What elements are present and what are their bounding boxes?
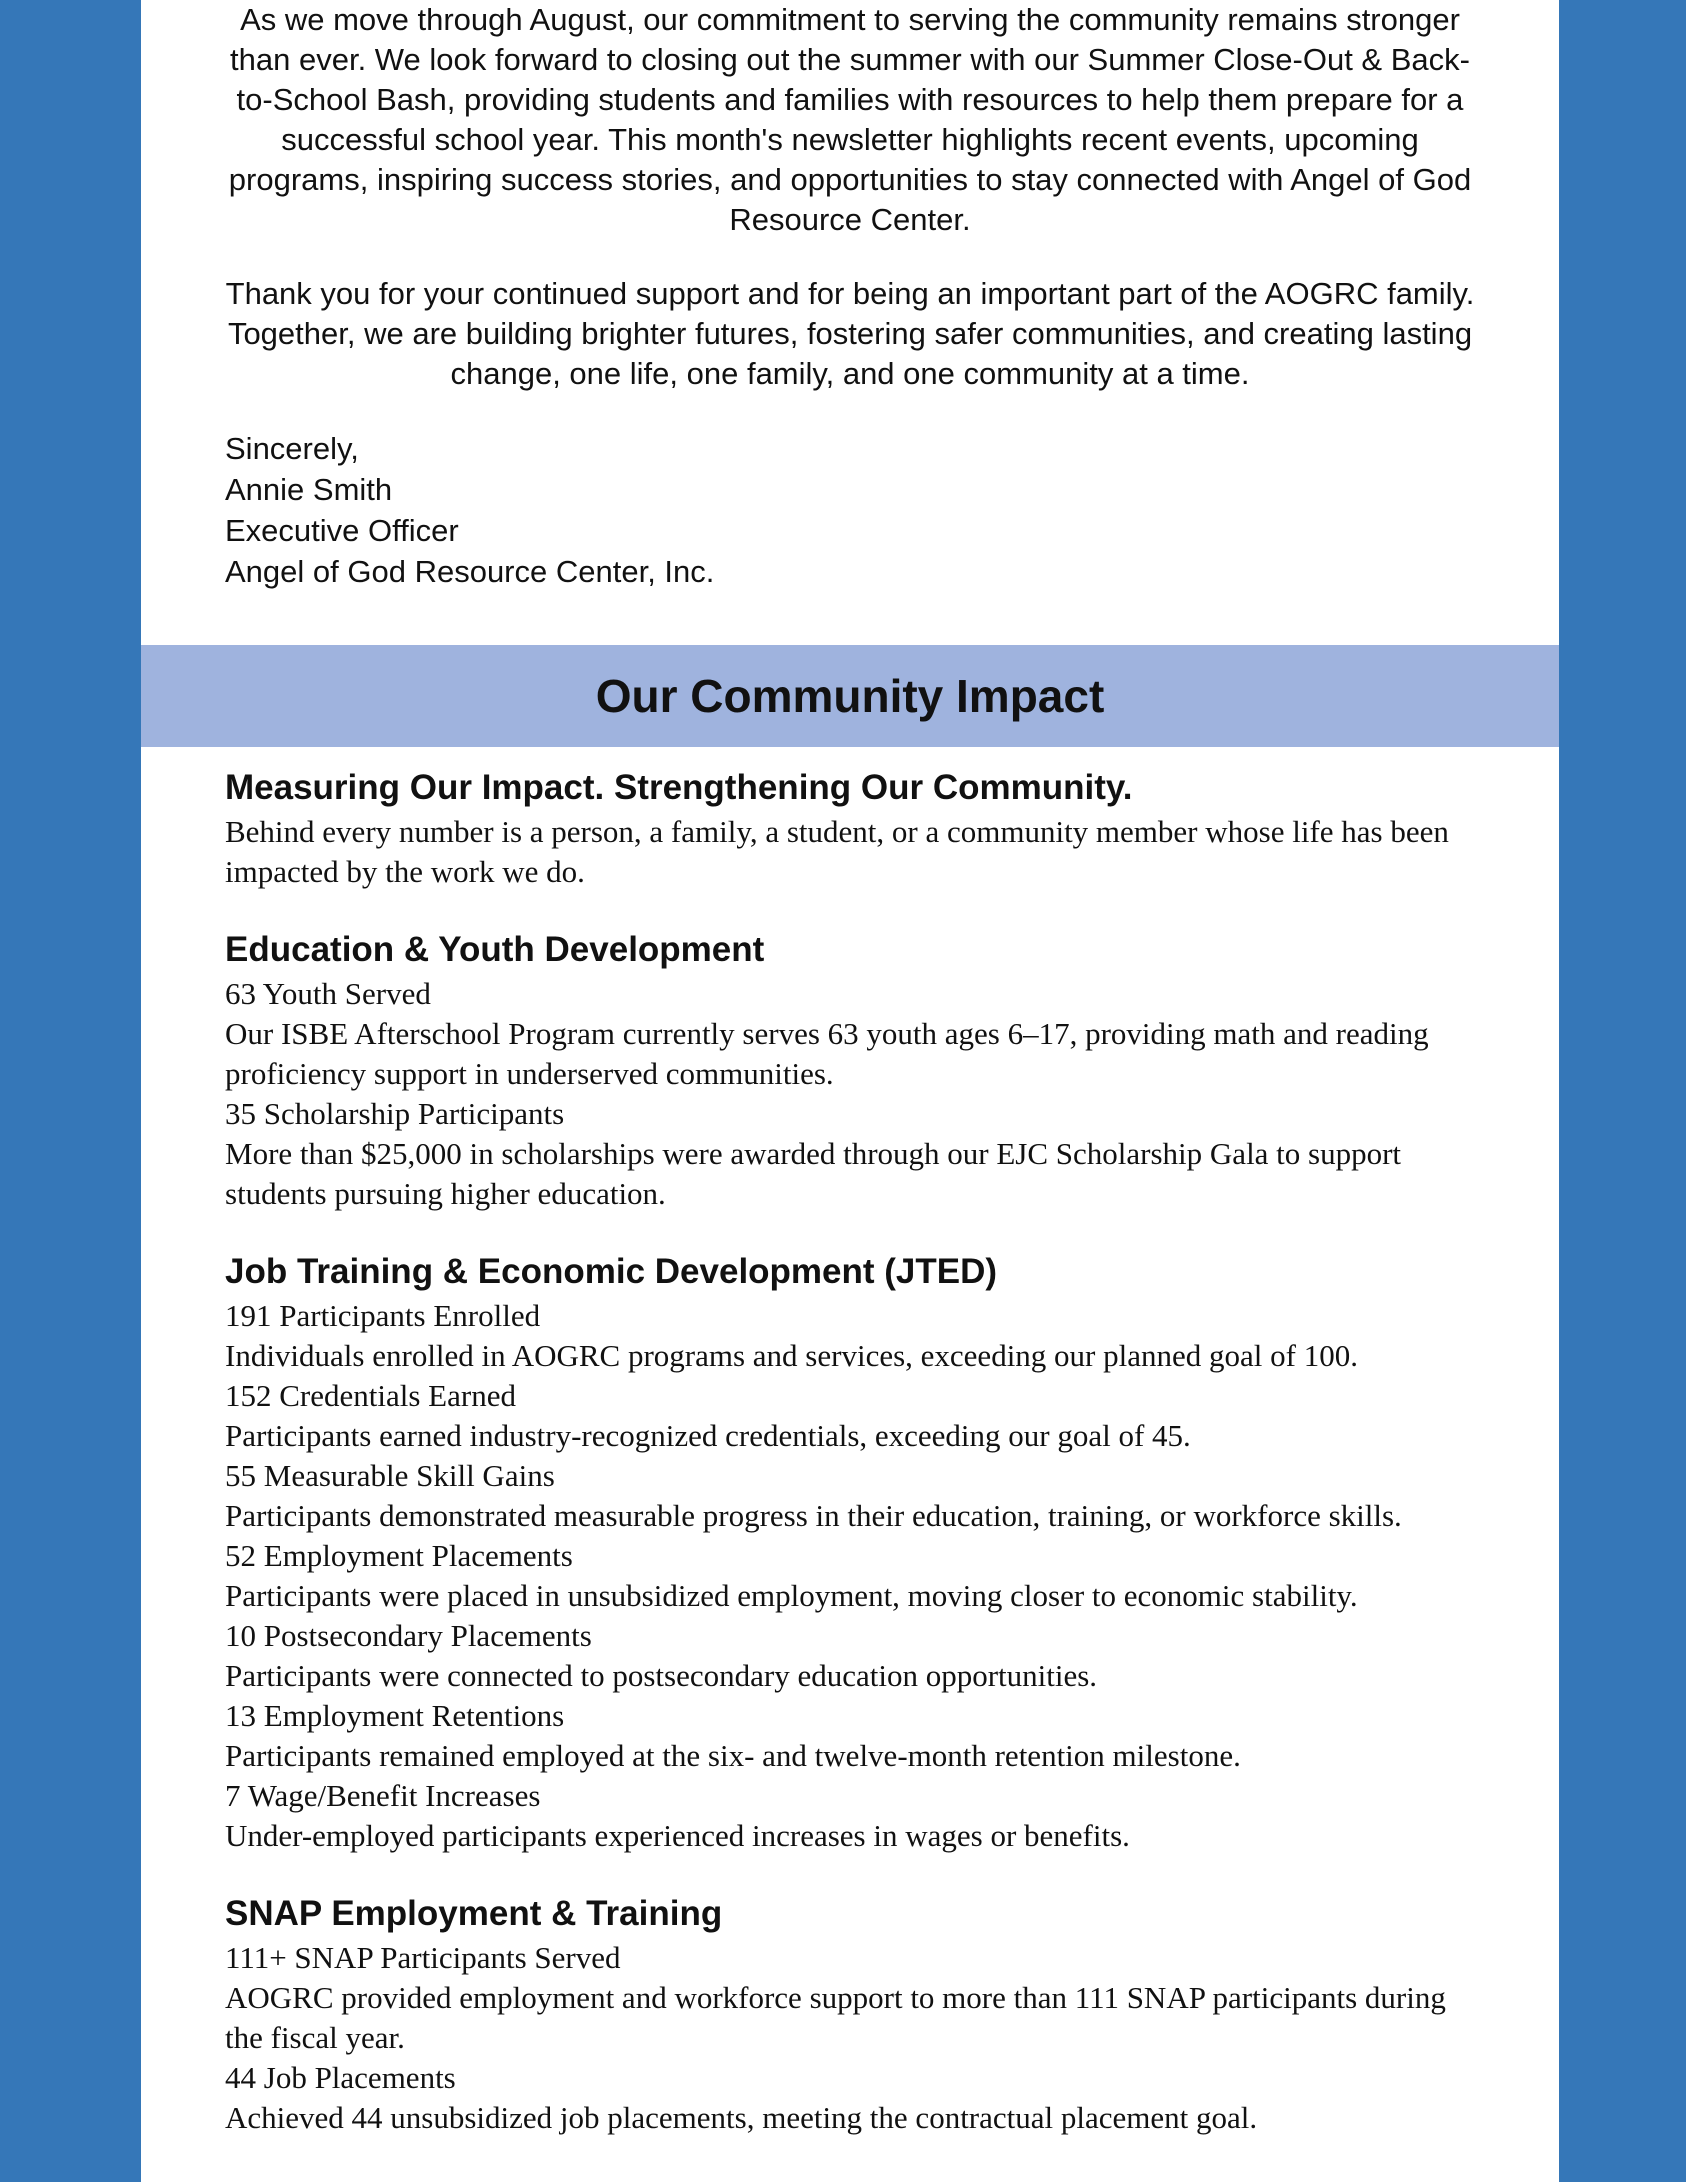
stat-description: Under-employed participants experienced increases in wages or benefits. xyxy=(225,1818,1130,1853)
stat-description: Participants demonstrated measurable progress in their education, training, or workforce skills. xyxy=(225,1498,1402,1533)
signoff-block xyxy=(225,428,1475,592)
section-education xyxy=(225,926,1485,1214)
impact-intro xyxy=(225,764,1485,892)
stat-label: 152 Credentials Earned xyxy=(225,1378,516,1413)
stat-description: More than $25,000 in scholarships were awarded through our EJC Scholarship Gala to support students pursuing higher education. xyxy=(225,1136,1402,1211)
stat-label: 191 Participants Enrolled xyxy=(225,1298,541,1333)
stat-label: 63 Youth Served xyxy=(225,976,431,1011)
stat-label: 13 Employment Retentions xyxy=(225,1698,565,1733)
impact-heading: Measuring Our Impact. Strengthening Our Community. xyxy=(225,768,1133,807)
stat-description: Participants were placed in unsubsidized employment, moving closer to economic stability. xyxy=(225,1578,1358,1613)
stat-label: 44 Job Placements xyxy=(225,2060,456,2095)
impact-content xyxy=(225,764,1485,2172)
stat-description: Participants earned industry-recognized credentials, exceeding our goal of 45. xyxy=(225,1418,1191,1453)
intro-paragraph-1: As we move through August, our commitment to serving the community remains stronger than ever. We look forward to closing out the summer with our Summer Close-Out & Back-to-School Bash, providing students and families with resources to help them prepare for a successful school year. This month's newsletter highlights recent events, upcoming programs, inspiring success stories, and opportunities to stay connected with Angel of God Resource Center. xyxy=(228,2,1472,237)
newsletter-page xyxy=(141,0,1559,2182)
stat-description: AOGRC provided employment and workforce support to more than 111 SNAP participants during the fiscal year. xyxy=(225,1980,1446,2055)
stat-label: 55 Measurable Skill Gains xyxy=(225,1458,555,1493)
section-title: Job Training & Economic Development (JTED) xyxy=(225,1252,998,1291)
stat-label: 35 Scholarship Participants xyxy=(225,1096,565,1131)
signoff-closing: Sincerely, xyxy=(225,431,359,466)
stat-label: 111+ SNAP Participants Served xyxy=(225,1940,621,1975)
section-banner xyxy=(141,645,1559,747)
stat-description: Participants remained employed at the six- and twelve-month retention milestone. xyxy=(225,1738,1241,1773)
banner-title: Our Community Impact xyxy=(595,670,1105,722)
signoff-title: Executive Officer xyxy=(225,513,459,548)
signoff-name: Annie Smith xyxy=(225,472,393,507)
stat-description: Individuals enrolled in AOGRC programs and services, exceeding our planned goal of 100. xyxy=(225,1338,1358,1373)
stat-description: Our ISBE Afterschool Program currently serves 63 youth ages 6–17, providing math and reading proficiency support in underserved communities. xyxy=(225,1016,1429,1091)
intro-letter xyxy=(225,0,1475,592)
impact-subtext: Behind every number is a person, a family, a student, or a community member whose life has been impacted by the work we do. xyxy=(225,814,1449,889)
stat-description: Participants were connected to postsecondary education opportunities. xyxy=(225,1658,1098,1693)
intro-paragraph-2: Thank you for your continued support and for being an important part of the AOGRC family. Together, we are building brighter futures, fostering safer communities, and creating lasting change, one life, one family, and one community at a time. xyxy=(225,276,1475,391)
section-title: Education & Youth Development xyxy=(225,930,765,969)
section-jted xyxy=(225,1248,1485,1856)
section-title: SNAP Employment & Training xyxy=(225,1894,723,1933)
signoff-organization: Angel of God Resource Center, Inc. xyxy=(225,554,715,589)
section-snap xyxy=(225,1890,1485,2138)
stat-label: 7 Wage/Benefit Increases xyxy=(225,1778,541,1813)
stat-label: 10 Postsecondary Placements xyxy=(225,1618,592,1653)
stat-label: 52 Employment Placements xyxy=(225,1538,573,1573)
stat-description: Achieved 44 unsubsidized job placements, meeting the contractual placement goal. xyxy=(225,2100,1258,2135)
